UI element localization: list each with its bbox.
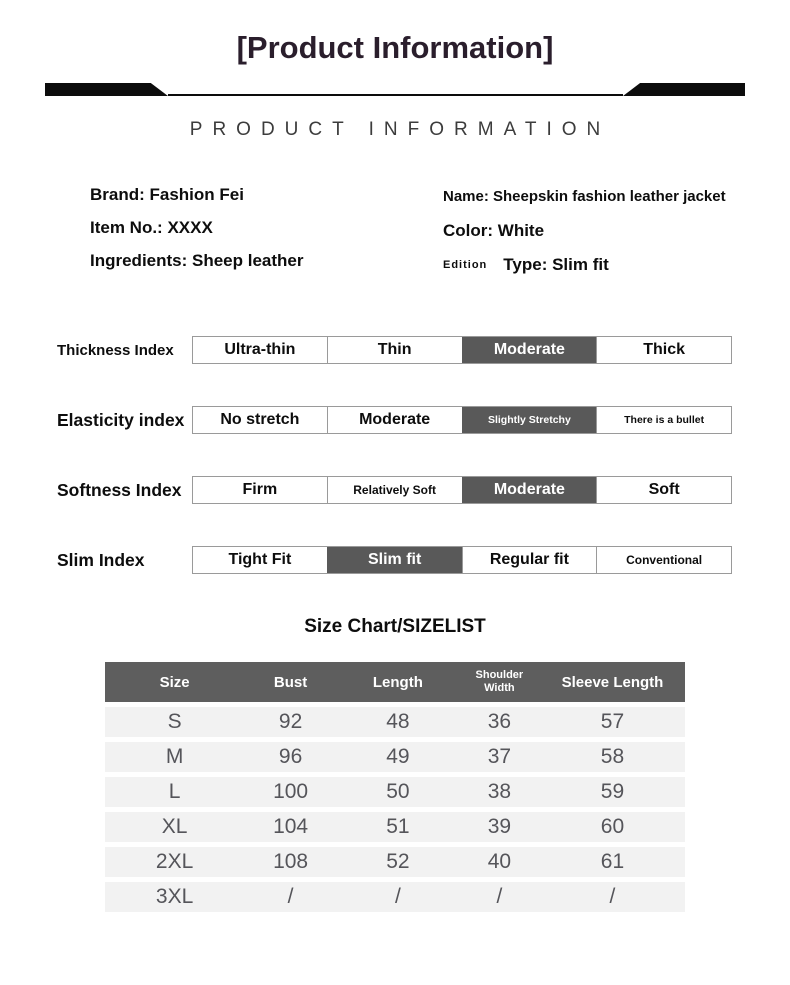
index-scales	[0, 336, 790, 574]
shoulder-width-col-header-text: Shoulder Width	[475, 668, 524, 694]
size-row-2xl	[105, 847, 685, 877]
shoulder-width-col-header	[459, 669, 540, 695]
sleeve-cell: 61	[600, 850, 625, 873]
length-cell: 49	[386, 745, 410, 768]
elasticity-index-scale	[192, 406, 732, 434]
product-name-text: Name: Sheepskin fashion leather jacket	[443, 188, 726, 205]
shoulder-cell: 40	[487, 850, 512, 873]
length-cell: 48	[386, 710, 410, 733]
attributes-left-column	[90, 185, 443, 284]
bust-cell: 92	[278, 710, 303, 733]
scale-option: Firm	[242, 481, 278, 498]
page-subtitle: PRODUCT INFORMATION	[189, 119, 611, 140]
scale-option: Soft	[596, 477, 731, 503]
edition-label: Edition	[443, 259, 488, 271]
item-no-text: Item No.: XXXX	[90, 218, 213, 237]
type-text: Type: Slim fit	[503, 255, 609, 274]
bust-cell: 104	[273, 815, 309, 838]
size-cell: S	[167, 710, 182, 733]
length-col-header: Length	[372, 673, 423, 691]
elasticity-index-label: Elasticity index	[57, 409, 185, 430]
shoulder-cell: 39	[487, 815, 512, 838]
ingredients-text: Ingredients: Sheep leather	[90, 251, 304, 270]
length-cell: 50	[386, 780, 410, 803]
sleeve-cell: /	[609, 885, 616, 908]
bust-cell: 100	[273, 780, 309, 803]
bust-cell: 96	[278, 745, 303, 768]
scale-option: Thick	[596, 337, 731, 363]
scale-option: Conventional	[596, 547, 731, 573]
size-col-header: Size	[159, 673, 190, 691]
sleeve-cell: 59	[600, 780, 625, 803]
size-cell: L	[168, 780, 181, 803]
size-cell: 3XL	[155, 885, 194, 908]
scale-option: Regular fit	[462, 547, 597, 573]
thickness-index-label: Thickness Index	[57, 341, 174, 359]
scale-option: Relatively Soft	[327, 477, 462, 503]
sleeve-cell: 58	[600, 745, 625, 768]
softness-index-scale	[192, 476, 732, 504]
page-title: [Product Information]	[236, 30, 554, 65]
divider-right-bar	[623, 83, 745, 96]
softness-index-label: Softness Index	[57, 479, 182, 500]
size-chart-title: Size Chart/SIZELIST	[304, 616, 486, 637]
scale-option-selected: Moderate	[462, 477, 597, 503]
shoulder-cell: 38	[487, 780, 512, 803]
product-attributes	[90, 185, 790, 284]
size-cell: XL	[161, 815, 188, 838]
scale-option: Tight Fit	[228, 551, 292, 568]
shoulder-cell: 36	[487, 710, 512, 733]
bust-cell: 108	[273, 850, 309, 873]
size-row-m	[105, 742, 685, 772]
attributes-right-column	[443, 185, 773, 284]
length-cell: 51	[386, 815, 410, 838]
slim-index-label: Slim Index	[57, 549, 145, 570]
scale-option: Ultra-thin	[224, 341, 296, 358]
size-row-l	[105, 777, 685, 807]
scale-option: No stretch	[220, 411, 300, 428]
divider-line	[168, 94, 623, 96]
size-chart-table	[105, 662, 685, 912]
thickness-index-scale	[192, 336, 732, 364]
size-cell: 2XL	[155, 850, 194, 873]
brand-text: Brand: Fashion Fei	[90, 185, 244, 204]
thickness-index-row	[57, 336, 790, 364]
decorative-divider	[45, 83, 745, 96]
shoulder-cell: /	[496, 885, 503, 908]
elasticity-index-row	[57, 406, 790, 434]
scale-option-selected: Moderate	[462, 337, 597, 363]
length-cell: 52	[386, 850, 410, 873]
bust-col-header: Bust	[273, 673, 308, 691]
edition-type-line	[443, 255, 773, 275]
shoulder-cell: 37	[487, 745, 512, 768]
size-cell: M	[165, 745, 184, 768]
length-cell: /	[394, 885, 401, 908]
divider-left-bar	[45, 83, 168, 96]
sleeve-cell: 60	[600, 815, 625, 838]
sleeve-length-col-header: Sleeve Length	[561, 673, 664, 691]
scale-option: There is a bullet	[596, 407, 731, 433]
size-chart-header-row	[105, 662, 685, 702]
scale-option: Thin	[327, 337, 462, 363]
slim-index-scale	[192, 546, 732, 574]
color-text: Color: White	[443, 221, 545, 240]
size-row-s	[105, 707, 685, 737]
size-row-xl	[105, 812, 685, 842]
scale-option-selected: Slim fit	[327, 547, 462, 573]
slim-index-row	[57, 546, 790, 574]
scale-option: Moderate	[327, 407, 462, 433]
sleeve-cell: 57	[600, 710, 625, 733]
product-information-page	[0, 30, 790, 985]
bust-cell: /	[287, 885, 294, 908]
size-row-3xl	[105, 882, 685, 912]
softness-index-row	[57, 476, 790, 504]
scale-option-selected: Slightly Stretchy	[462, 407, 597, 433]
